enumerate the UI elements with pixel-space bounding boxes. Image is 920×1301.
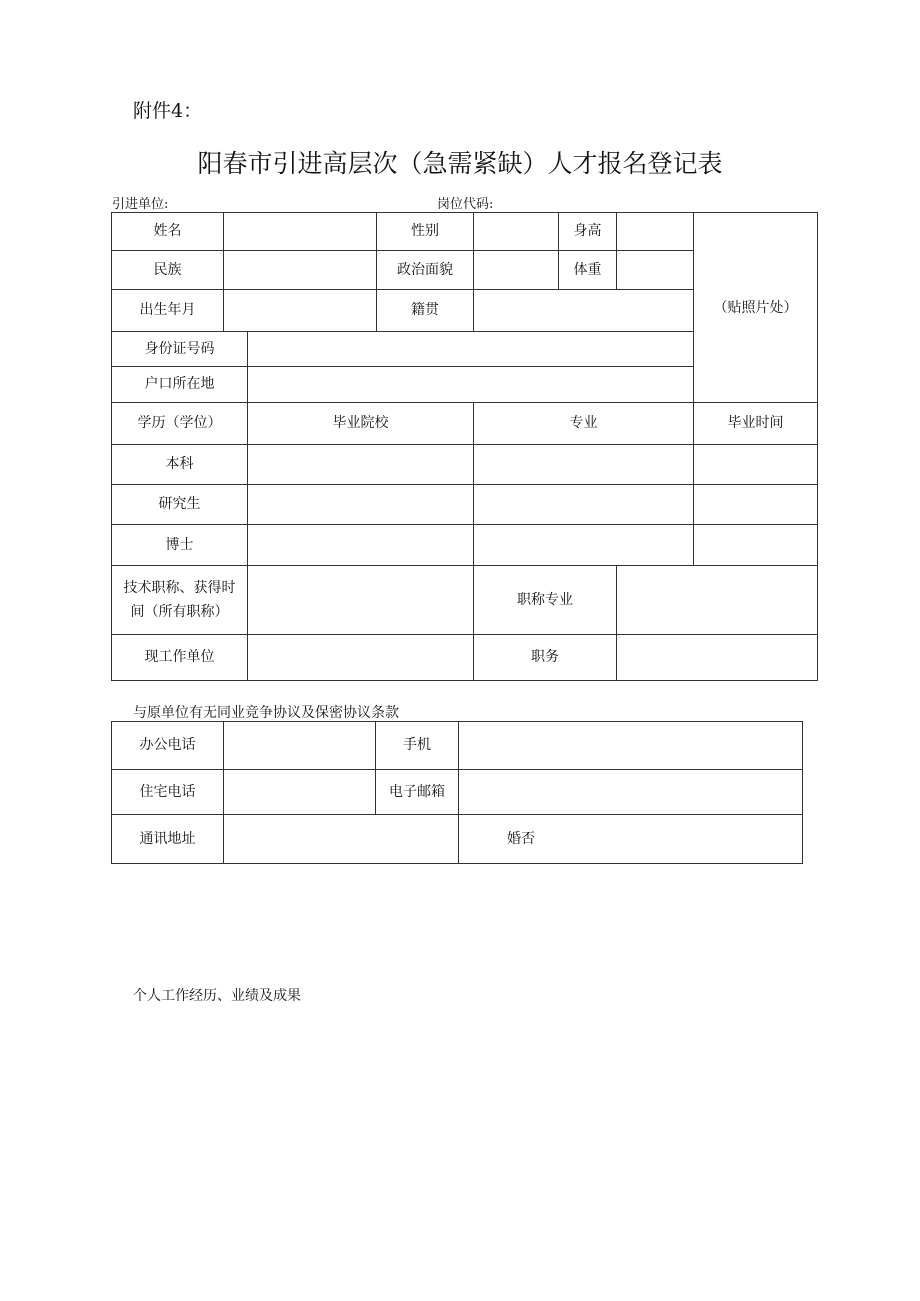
- tech-title-label-line2: 间（所有职称）: [130, 604, 229, 620]
- native-place-label: 籍贯: [377, 290, 474, 332]
- office-phone-input[interactable]: [224, 722, 376, 770]
- weight-label: 体重: [559, 251, 617, 290]
- bachelor-school-input[interactable]: [248, 445, 474, 485]
- current-unit-input[interactable]: [248, 635, 474, 681]
- ethnicity-input[interactable]: [224, 251, 377, 290]
- master-time-input[interactable]: [694, 485, 818, 525]
- mobile-label: 手机: [376, 722, 459, 770]
- school-header: 毕业院校: [248, 403, 474, 445]
- office-phone-label: 办公电话: [112, 722, 224, 770]
- name-input[interactable]: [224, 213, 377, 251]
- photo-area[interactable]: （贴照片处）: [694, 213, 818, 403]
- agreement-note: 与原单位有无同业竞争协议及保密协议条款: [133, 705, 399, 721]
- email-label: 电子邮箱: [376, 770, 459, 815]
- experience-label: 个人工作经历、业绩及成果: [133, 988, 301, 1004]
- native-place-input[interactable]: [474, 290, 694, 332]
- title-major-label: 职称专业: [474, 566, 617, 635]
- household-input[interactable]: [248, 367, 694, 403]
- master-school-input[interactable]: [248, 485, 474, 525]
- political-label: 政治面貌: [377, 251, 474, 290]
- email-input[interactable]: [459, 770, 803, 815]
- tech-title-label-line1: 技术职称、获得时: [123, 579, 236, 596]
- name-label: 姓名: [112, 213, 224, 251]
- political-input[interactable]: [474, 251, 559, 290]
- doctor-label: 博士: [112, 525, 248, 566]
- home-phone-input[interactable]: [224, 770, 376, 815]
- birth-label: 出生年月: [112, 290, 224, 332]
- home-phone-label: 住宅电话: [112, 770, 224, 815]
- address-input[interactable]: [224, 815, 459, 864]
- master-label: 研究生: [112, 485, 248, 525]
- unit-label: 引进单位:: [112, 197, 169, 212]
- post-code-label: 岗位代码:: [437, 197, 494, 212]
- household-label: 户口所在地: [112, 367, 248, 403]
- position-input[interactable]: [617, 635, 818, 681]
- weight-input[interactable]: [617, 251, 694, 290]
- bachelor-label: 本科: [112, 445, 248, 485]
- master-major-input[interactable]: [474, 485, 694, 525]
- title-major-input[interactable]: [617, 566, 818, 635]
- form-title: 阳春市引进高层次（急需紧缺）人才报名登记表: [197, 149, 723, 178]
- grad-time-header: 毕业时间: [694, 403, 818, 445]
- tech-title-input[interactable]: [248, 566, 474, 635]
- address-label: 通讯地址: [112, 815, 224, 864]
- doctor-school-input[interactable]: [248, 525, 474, 566]
- major-header: 专业: [474, 403, 694, 445]
- birth-input[interactable]: [224, 290, 377, 332]
- gender-label: 性别: [377, 213, 474, 251]
- bachelor-time-input[interactable]: [694, 445, 818, 485]
- bachelor-major-input[interactable]: [474, 445, 694, 485]
- registration-table: [111, 212, 818, 681]
- mobile-input[interactable]: [459, 722, 803, 770]
- contact-table: [111, 721, 803, 864]
- doctor-time-input[interactable]: [694, 525, 818, 566]
- doctor-major-input[interactable]: [474, 525, 694, 566]
- education-header: 学历（学位）: [112, 403, 248, 445]
- position-label: 职务: [474, 635, 617, 681]
- marital-label: 婚否: [459, 815, 803, 864]
- ethnicity-label: 民族: [112, 251, 224, 290]
- id-number-input[interactable]: [248, 332, 694, 367]
- height-label: 身高: [559, 213, 617, 251]
- height-input[interactable]: [617, 213, 694, 251]
- attachment-label: 附件4：: [133, 100, 203, 122]
- id-number-label: 身份证号码: [112, 332, 248, 367]
- current-unit-label: 现工作单位: [112, 635, 248, 681]
- gender-input[interactable]: [474, 213, 559, 251]
- tech-title-label: [112, 566, 248, 635]
